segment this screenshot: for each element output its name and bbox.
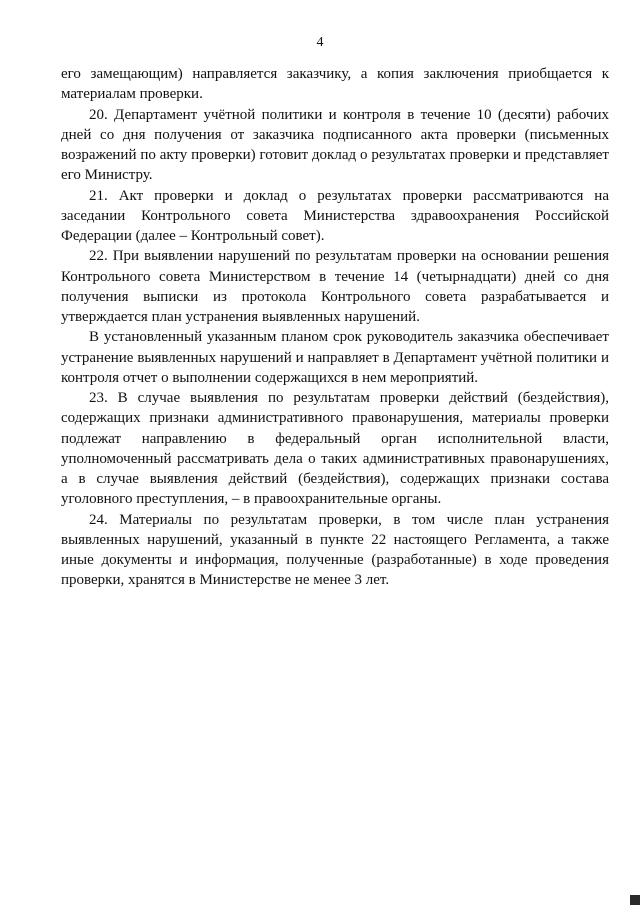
paragraph-clause-22: 22. При выявлении нарушений по результатам проверки на основании решения Контрольного совета Министерством в течение 14 (четырнадцати) дней со дня получения выписки из протокола Контрольного совета разрабатывается и утверждается план устранения выявленных нарушений. [61, 248, 609, 325]
paragraph-clause-21: 21. Акт проверки и доклад о результатах проверки рассматриваются на заседании Контрольного совета Министерства здравоохранения Российской Федерации (далее – Контрольный совет). [61, 187, 609, 244]
paragraph-clause-24: 24. Материалы по результатам проверки, в том числе план устранения выявленных нарушений, указанный в пункте 22 настоящего Регламента, а также иные документы и информация, полученные (разработанные) в ходе проведения проверки, хранятся в Министерстве не менее 3 лет. [61, 511, 609, 589]
scan-edge-mark [630, 895, 640, 905]
paragraph-clause-23: 23. В случае выявления по результатам проверки действий (бездействия), содержащих признаки административного правонарушения, материалы проверки подлежат направлению в федеральный орган исполнительной власти, уполномоченный рассматривать дела о таких административных правонарушениях, а в случае выявления действий (бездействия), содержащих признаки состава уголовного преступления, – в правоохранительные органы. [61, 390, 609, 508]
document-body [61, 64, 609, 591]
paragraph-clause-20: 20. Департамент учётной политики и контроля в течение 10 (десяти) рабочих дней со дня получения от заказчика подписанного акта проверки (письменных возражений по акту проверки) готовит доклад о результатах проверки и представляет его Министру. [61, 106, 609, 184]
page-number: 4 [316, 35, 324, 50]
paragraph-continuation: его замещающим) направляется заказчику, а копия заключения приобщается к материалам проверки. [61, 66, 609, 103]
paragraph-clause-22-followup: В установленный указанным планом срок руководитель заказчика обеспечивает устранение выявленных нарушений и направляет в Департамент учётной политики и контроля отчет о выполнении содержащихся в нем мероприятий. [61, 329, 609, 386]
